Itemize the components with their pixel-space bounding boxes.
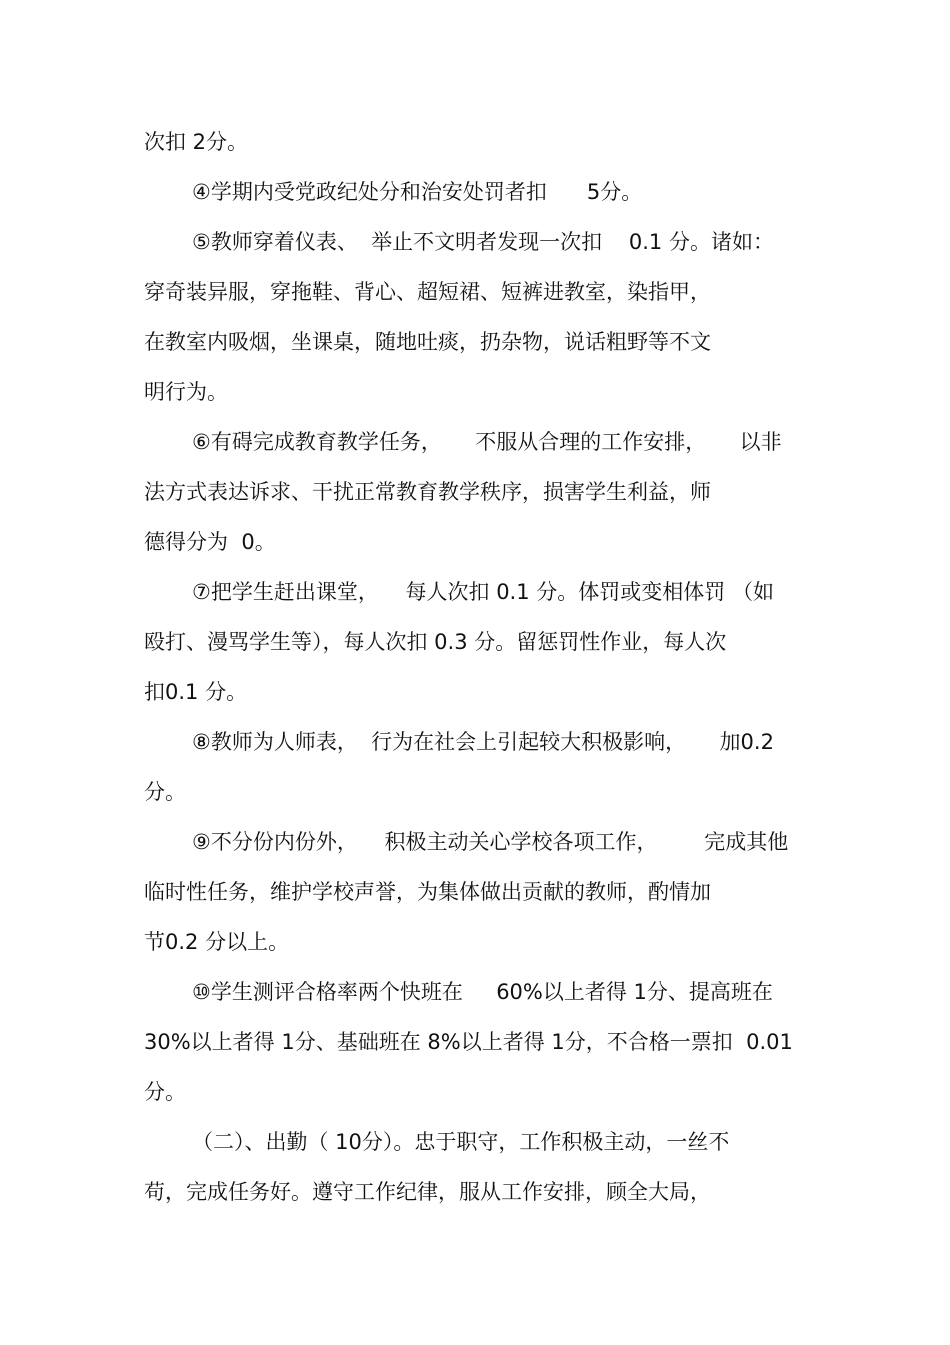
- text-line-7: ⑥有碍完成教育教学任务， 不服从合理的工作安排， 以非: [192, 430, 782, 454]
- text-line-3: ⑤教师穿着仪表、 举止不文明者发现一次扣 0.1 分。诸如：: [192, 230, 774, 254]
- text-line-13: ⑧教师为人师表， 行为在社会上引起较大积极影响， 加0.2: [192, 730, 774, 754]
- text-line-21: （二）、出勤（ 10分）。忠于职守，工作积极主动，一丝不: [192, 1130, 730, 1154]
- text-line-5: 在教室内吸烟，坐课桌，随地吐痰，扔杂物，说话粗野等不文: [144, 330, 711, 354]
- text-line-4: 穿奇装异服，穿拖鞋、背心、超短裙、短裤进教室，染指甲，: [144, 280, 711, 304]
- text-line-22: 苟，完成任务好。遵守工作纪律，服从工作安排，顾全大局，: [144, 1180, 711, 1204]
- text-line-20: 分。: [144, 1080, 186, 1104]
- text-line-19: 30%以上者得 1分、基础班在 8%以上者得 1分，不合格一票扣 0.01: [144, 1030, 793, 1054]
- text-line-2: ④学期内受党政纪处分和治安处罚者扣 5分。: [192, 180, 643, 204]
- text-line-8: 法方式表达诉求、干扰正常教育教学秩序，损害学生利益，师: [144, 480, 711, 504]
- text-line-1: 次扣 2分。: [144, 130, 249, 154]
- text-line-9: 德得分为 0。: [144, 530, 276, 554]
- text-line-16: 临时性任务，维护学校声誉，为集体做出贡献的教师，酌情加: [144, 880, 711, 904]
- text-line-10: ⑦把学生赶出课堂， 每人次扣 0.1 分。体罚或变相体罚 （如: [192, 580, 774, 604]
- text-line-6: 明行为。: [144, 380, 228, 404]
- text-line-18: ⑩学生测评合格率两个快班在 60%以上者得 1分、提高班在: [192, 980, 773, 1004]
- text-line-17: 节0.2 分以上。: [144, 930, 290, 954]
- text-line-15: ⑨不分份内份外， 积极主动关心学校各项工作， 完成其他: [192, 830, 789, 854]
- text-line-12: 扣0.1 分。: [144, 680, 248, 704]
- text-line-11: 殴打、漫骂学生等），每人次扣 0.3 分。留惩罚性作业，每人次: [144, 630, 727, 654]
- text-line-14: 分。: [144, 780, 186, 804]
